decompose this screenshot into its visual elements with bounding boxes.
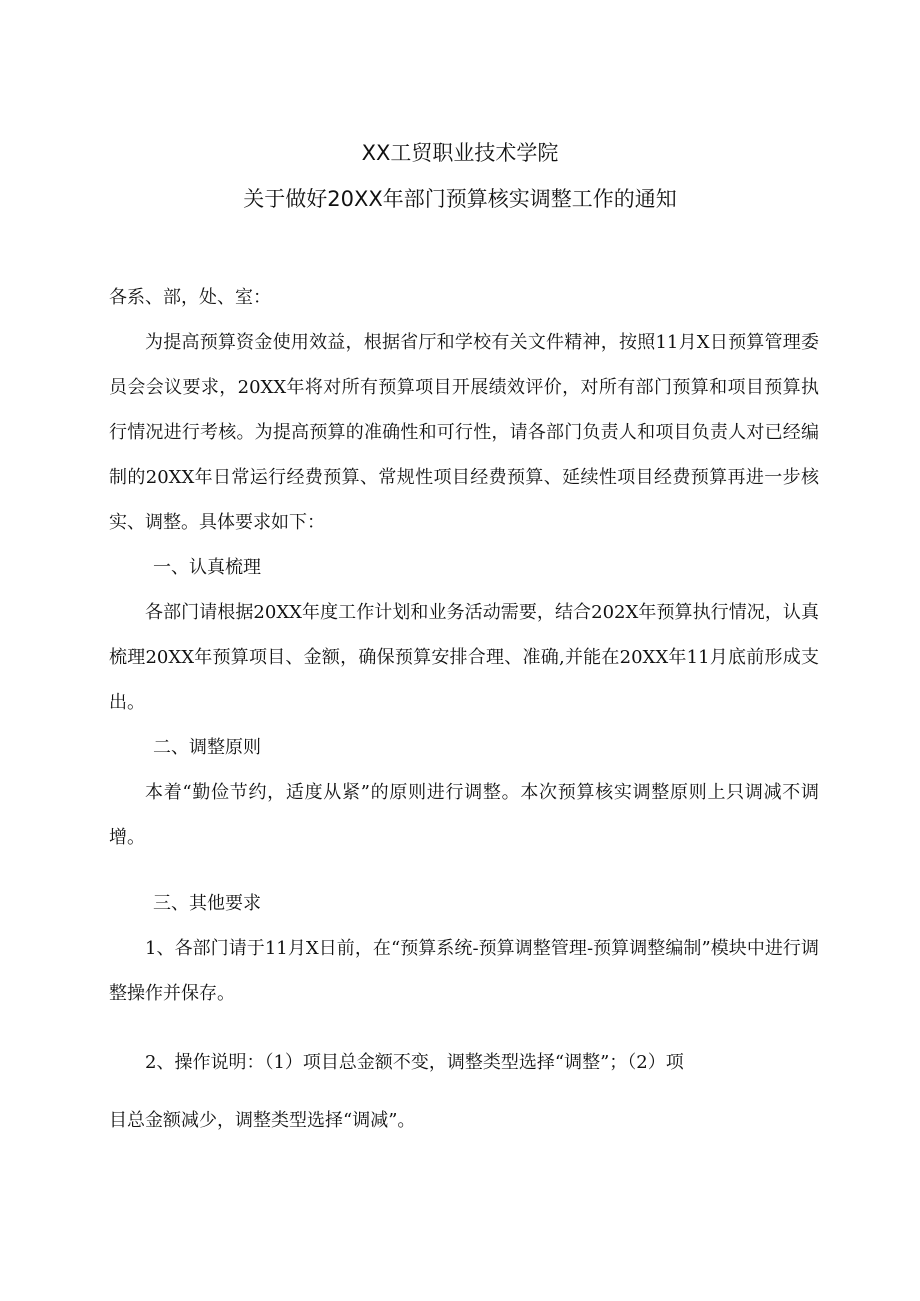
requirement-item-2: [109, 1040, 809, 1143]
section-heading-2: 二、调整原则: [153, 737, 261, 758]
requirement-item-1: 1、各部门请于11月X日前，在“预算系统-预算调整管理-预算调整编制”模块中进行调整操作并保存。: [109, 938, 819, 1004]
requirement-item-2-line-2: 目总金额减少，调整类型选择“调减”。: [109, 1110, 416, 1131]
section-2-paragraph: 本着“勤俭节约，适度从紧”的原则进行调整。本次预算核实调整原则上只调减不调增。: [109, 782, 819, 848]
section-heading-3: 三、其他要求: [153, 893, 261, 914]
section-heading-1: 一、认真梳理: [153, 557, 261, 578]
document-title-institution: XX工贸职业技术学院: [361, 141, 559, 165]
intro-paragraph: 为提高预算资金使用效益，根据省厅和学校有关文件精神，按照11月X日预算管理委员会会议要求，20XX年将对所有预算项目开展绩效评价，对所有部门预算和项目预算执行情况进行考核。为提高预算的准确性和可行性，请各部门负责人和项目负责人对已经编制的20XX年日常运行经费预算、常规性项目经费预算、延续性项目经费预算再进一步核实、调整。具体要求如下：: [109, 332, 819, 533]
salutation: 各系、部，处、室：: [109, 287, 271, 308]
document-title-notice: 关于做好20XX年部门预算核实调整工作的通知: [243, 187, 677, 211]
section-1-paragraph: 各部门请根据20XX年度工作计划和业务活动需要，结合202X年预算执行情况，认真梳理20XX年预算项目、金额，确保预算安排合理、准确,并能在20XX年11月底前形成支出。: [109, 602, 819, 713]
requirement-item-2-line-1: 2、操作说明：（1）项目总金额不变，调整类型选择“调整”；（2）项: [145, 1052, 684, 1073]
